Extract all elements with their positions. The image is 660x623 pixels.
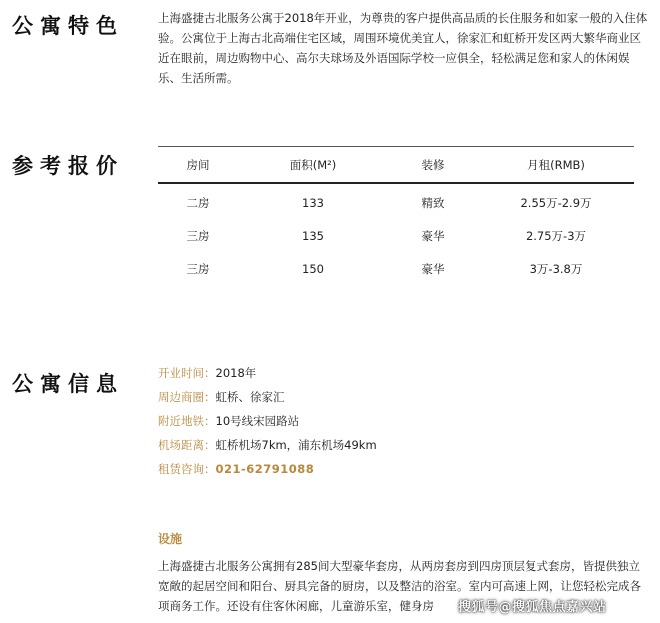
table-row bbox=[158, 219, 634, 252]
features-title: 公寓特色 bbox=[12, 14, 124, 38]
watermark: 搜狐号@搜狐焦点嘉兴站 bbox=[458, 600, 607, 615]
cell-rent: 2.75万-3万 bbox=[525, 228, 587, 243]
cell-area: 135 bbox=[302, 228, 324, 243]
list-item bbox=[158, 361, 377, 385]
info-label-airport: 机场距离： bbox=[158, 438, 216, 452]
pricing-title: 参考报价 bbox=[12, 154, 124, 178]
info-value-open-time: 2018年 bbox=[215, 366, 257, 380]
phone-number: 021-62791088 bbox=[215, 462, 315, 476]
col-header-room: 房间 bbox=[186, 157, 210, 172]
info-value-airport: 虹桥机场7km，浦东机场49km bbox=[215, 438, 377, 452]
info-label-phone: 租赁咨询： bbox=[158, 462, 216, 476]
cell-room: 二房 bbox=[186, 195, 210, 210]
table-row bbox=[158, 183, 634, 219]
table-header-row bbox=[158, 147, 634, 184]
price-table bbox=[158, 146, 634, 285]
cell-room: 三房 bbox=[186, 228, 210, 243]
cell-rent: 3万-3.8万 bbox=[529, 261, 583, 276]
facilities-heading: 设施 bbox=[158, 532, 183, 546]
info-list bbox=[158, 361, 377, 481]
col-header-area: 面积(M²) bbox=[289, 157, 337, 172]
cell-room: 三房 bbox=[186, 261, 210, 276]
cell-rent: 2.55万-2.9万 bbox=[520, 195, 592, 210]
col-header-decoration: 装修 bbox=[421, 157, 445, 172]
cell-area: 133 bbox=[302, 195, 324, 210]
features-text: 上海盛捷古北服务公寓于2018年开业，为尊贵的客户提供高品质的长住服务和如家一般的入住体验。公寓位于上海古北高端住宅区域，周围环境优美宜人，徐家汇和虹桥开发区两大繁华商业区近在眼前，周边购物中心、高尔夫球场及外语国际学校一应俱全，轻松满足您和家人的休闲娱乐、生活所需。 bbox=[158, 11, 648, 85]
col-header-rent: 月租(RMB) bbox=[527, 157, 585, 172]
info-value-metro: 10号线宋园路站 bbox=[215, 414, 300, 428]
cell-decoration: 精致 bbox=[421, 195, 445, 210]
cell-decoration: 豪华 bbox=[421, 228, 445, 243]
cell-decoration: 豪华 bbox=[421, 261, 445, 276]
info-label-open-time: 开业时间： bbox=[158, 366, 216, 380]
info-title: 公寓信息 bbox=[12, 372, 124, 396]
list-item bbox=[158, 409, 377, 433]
info-label-business-area: 周边商圈： bbox=[158, 390, 216, 404]
list-item bbox=[158, 457, 377, 481]
cell-area: 150 bbox=[302, 261, 324, 276]
facilities-text: 上海盛捷古北服务公寓拥有285间大型豪华套房，从两房套房到四房顶层复式套房，皆提供独立宽敞的起居空间和阳台、厨具完备的厨房，以及整洁的浴室。室内可高速上网，让您轻松完成各项商务工作。还设有住客休闲廊，儿童游乐室，健身房 bbox=[158, 559, 641, 613]
info-value-business-area: 虹桥、徐家汇 bbox=[215, 390, 285, 404]
list-item bbox=[158, 433, 377, 457]
info-label-metro: 附近地铁： bbox=[158, 414, 216, 428]
list-item bbox=[158, 385, 377, 409]
table-row bbox=[158, 252, 634, 285]
